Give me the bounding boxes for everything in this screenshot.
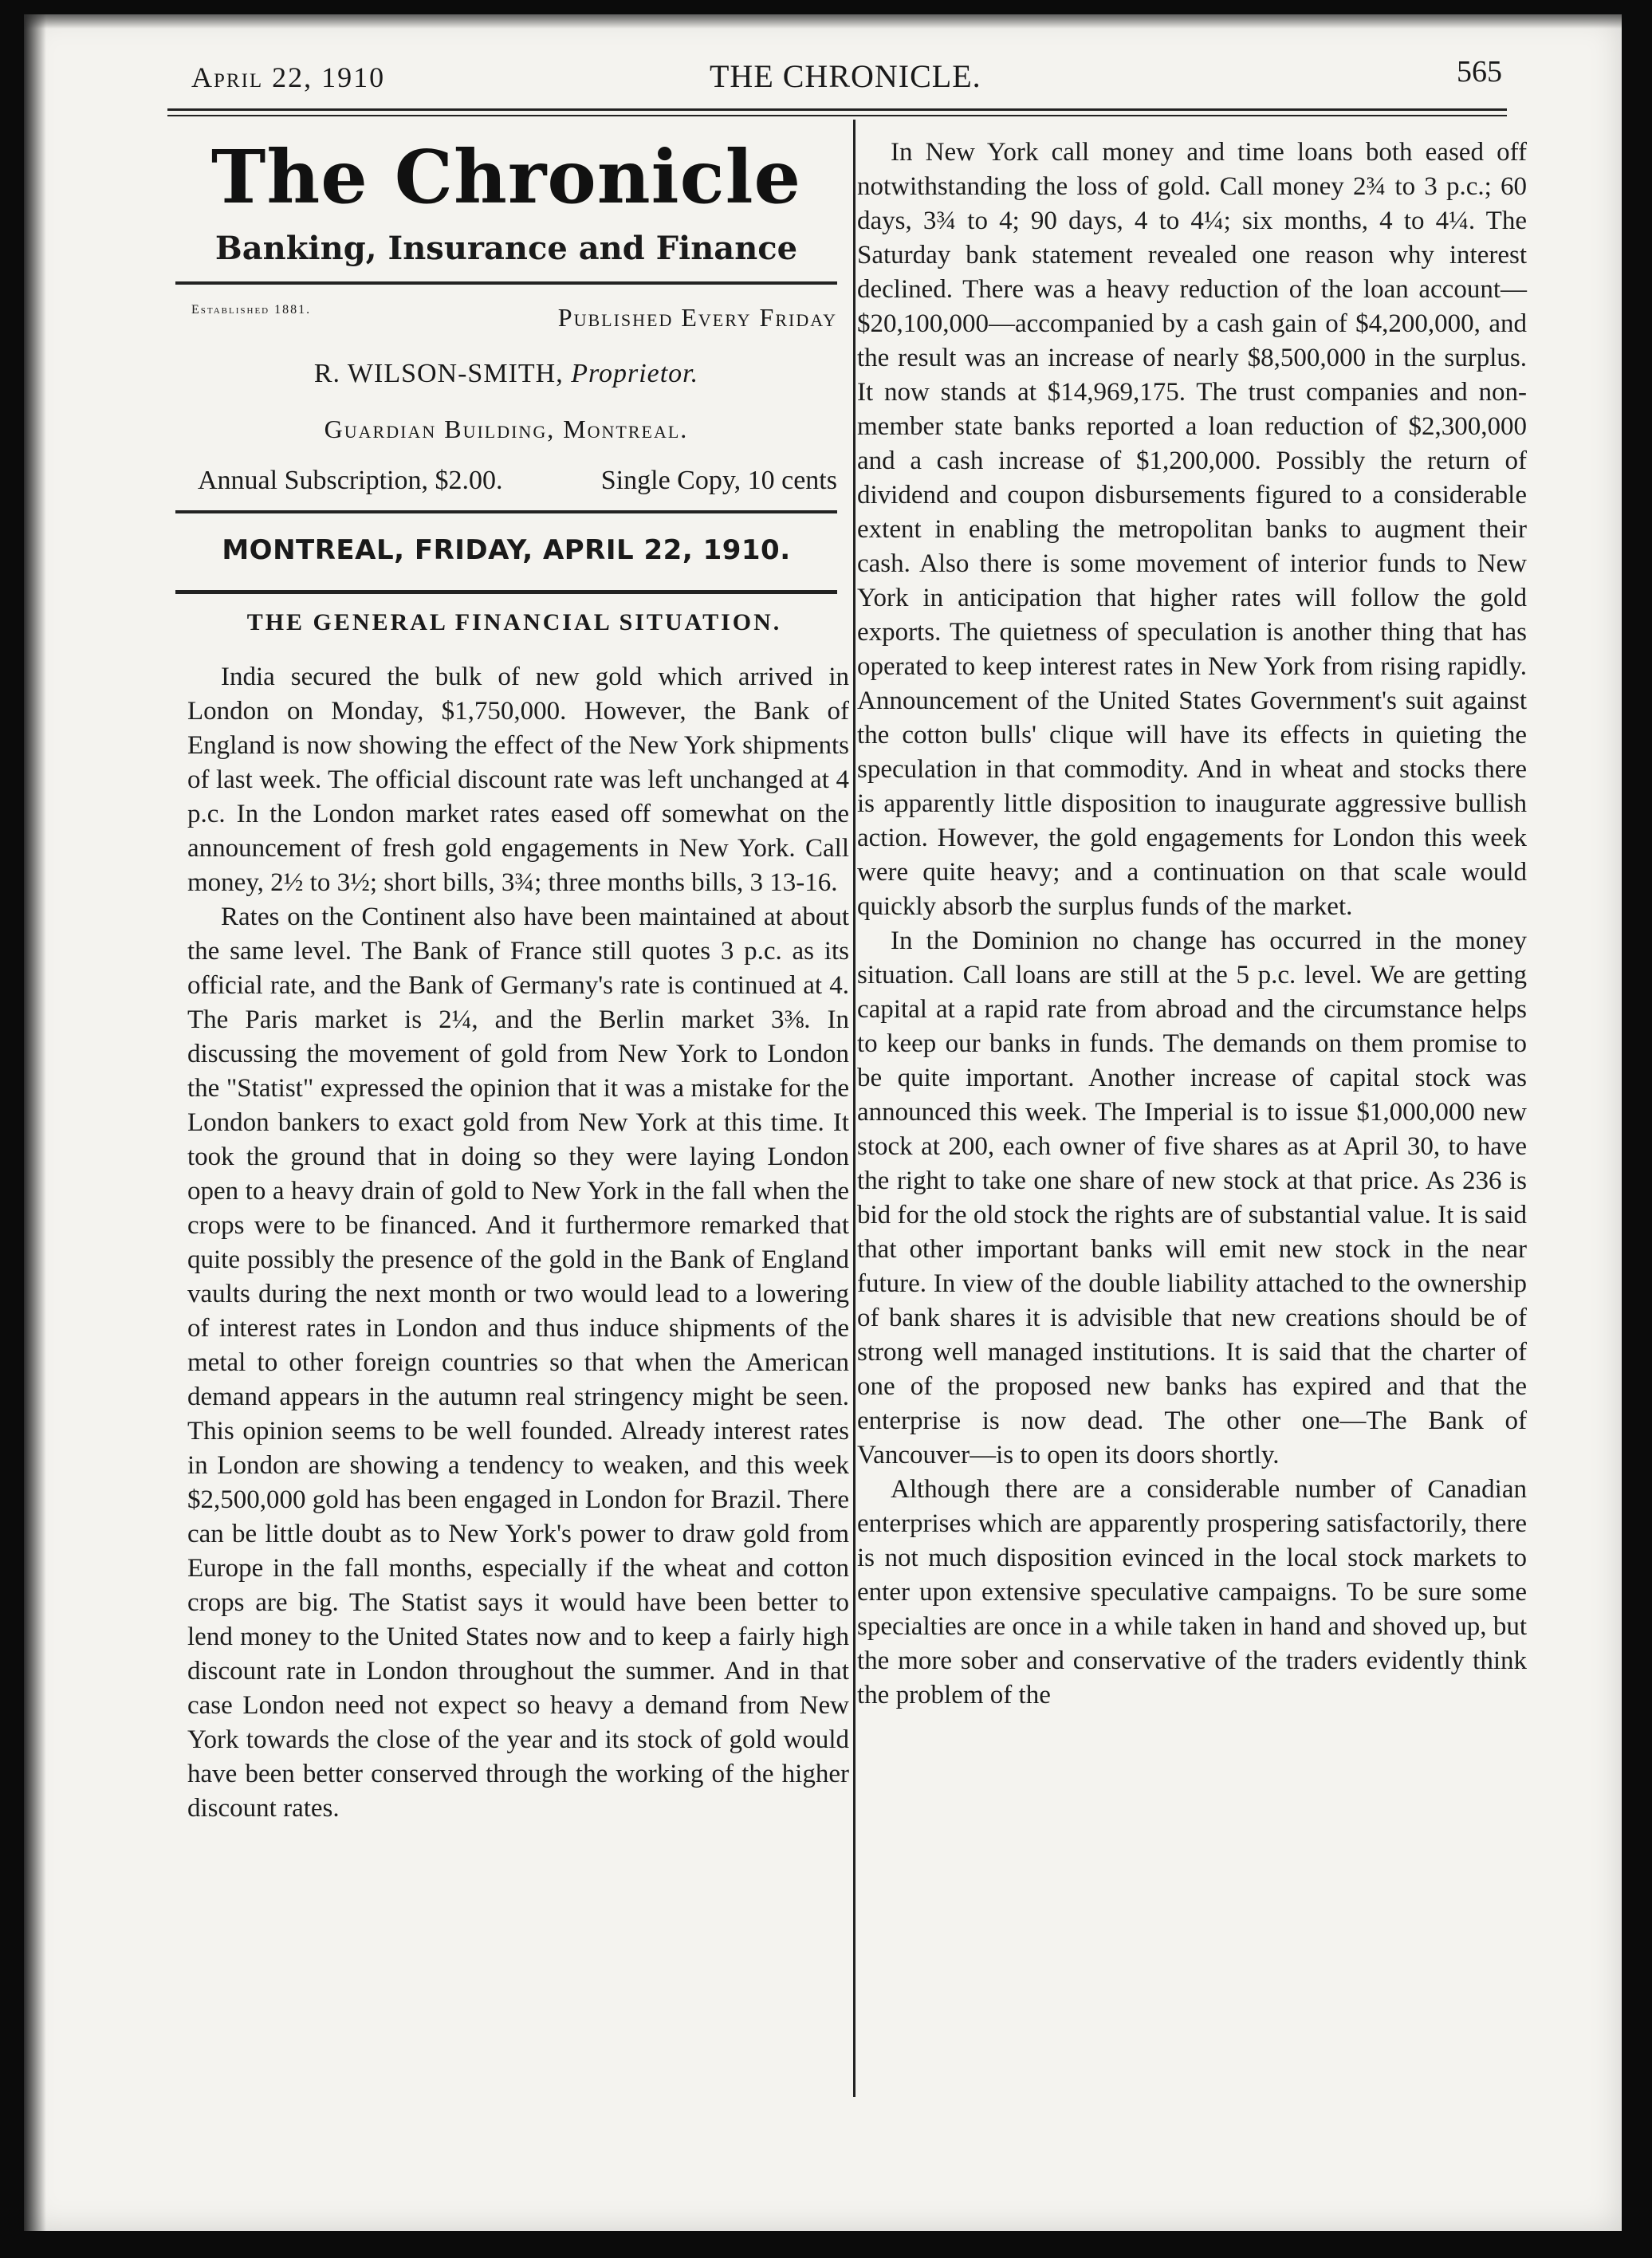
header-rule-bottom: [167, 115, 1507, 116]
masthead-subtitle: Banking, Insurance and Finance: [214, 230, 798, 267]
single-copy-price: Single Copy, 10 cents: [600, 466, 837, 495]
proprietor-name: R. WILSON-SMITH,: [313, 359, 564, 388]
column-divider: [853, 120, 856, 2097]
header-rule-top: [167, 108, 1507, 111]
paragraph: India secured the bulk of new gold which arrived in London on Monday, $1,750,000. However, the Bank of England is now showing the effect of the New York shipments of last week. The official discount rate was left unchanged at 4 p.c. In the London market rates eased off somewhat on the announcement of fresh gold engagements in New York. Call money, 2½ to 3½; short bills, 3¾; three months bills, 3 13-16.: [187, 663, 849, 897]
masthead-rule-3: [175, 590, 837, 594]
dateline: MONTREAL, FRIDAY, APRIL 22, 1910.: [222, 534, 791, 566]
article-column-right: [857, 136, 1527, 1713]
running-head: [191, 54, 1502, 102]
published-line: Published Every Friday: [557, 303, 837, 332]
page-top-shadow: [24, 14, 1622, 29]
paragraph: Although there are a considerable number of Canadian enterprises which are apparently prospering satisfactorily, there is not much disposition evinced in the local stock markets to enter upon extensive speculative campaigns. To be sure some specialties are once in a while taken in hand and shoved up, but the more sober and conservative of the traders evidently think the problem of the: [857, 1475, 1527, 1709]
article-column-left: [187, 660, 849, 1826]
page-binding-shadow: [24, 14, 46, 2231]
publication-title: THE CHRONICLE.: [710, 58, 981, 94]
annual-subscription: Annual Subscription, $2.00.: [198, 466, 503, 495]
masthead-rule-2: [175, 510, 837, 513]
masthead-rule-1: [175, 281, 837, 285]
proprietor-title: Proprietor.: [571, 359, 699, 388]
issue-date: April 22, 1910: [191, 61, 386, 93]
established-line: Established 1881.: [191, 303, 312, 317]
newspaper-page: [24, 14, 1622, 2231]
masthead: [175, 118, 837, 596]
paragraph: Rates on the Continent also have been maintained at about the same level. The Bank of France still quotes 3 p.c. as its official rate, and the Bank of Germany's rate is continued at 4. The Paris market is 2¼, and the Berlin market 3⅜. In discussing the movement of gold from New York to London the "Statist" expressed the opinion that it was a mistake for the London bankers to exact gold from New York at this time. It took the ground that in doing so they were laying London open to a heavy drain of gold to New York in the fall when the crops were to be financed. And it furthermore remarked that quite possibly the presence of the gold in the Bank of England vaults during the next month or two would lead to a lowering of interest rates in London and thus induce shipments of the metal to other foreign countries so that when the American demand appears in the autumn real stringency might be seen. This opinion seems to be well founded. Already interest rates in London are showing a tendency to weaken, and this week $2,500,000 gold has been engaged in London for Brazil. There can be little doubt as to New York's power to draw gold from Europe in the fall months, especially if the wheat and cotton crops are big. The Statist says it would have been better to lend money to the United States now and to keep a fairly high discount rate in London throughout the summer. And in that case London need not expect so heavy a demand from New York towards the close of the year and its stock of gold would have been better conserved through the working of the higher discount rates.: [187, 903, 849, 1823]
proprietor-line: [175, 359, 837, 389]
address-line: Guardian Building, Montreal.: [324, 415, 689, 443]
paragraph: In the Dominion no change has occurred in the money situation. Call loans are still at the 5 p.c. level. We are getting capital at a rapid rate from abroad and the circumstance helps to keep our banks in funds. The demands on them promise to be quite important. Another increase of capital stock was announced this week. The Imperial is to issue $1,000,000 new stock at 200, each owner of five shares as at April 30, to have the right to take one share of new stock at that price. As 236 is bid for the old stock the rights are of substantial value. It is said that other important banks will emit new stock in the near future. In view of the double liability attached to the ownership of bank shares it is advisible that new creations should be of strong well managed institutions. It is said that the charter of one of the proposed new banks has expired and that the enterprise is now dead. The other one—The Bank of Vancouver—is to open its doors shortly.: [857, 926, 1527, 1469]
paragraph: In New York call money and time loans both eased off notwithstanding the loss of gold. Call money 2¾ to 3 p.c.; 60 days, 3¾ to 4; 90 days, 4 to 4¼; six months, 4 to 4¼. The Saturday bank statement revealed one reason why interest declined. There was a heavy reduction of the loan account—$20,100,000—accompanied by a cash gain of $4,200,000, and the result was an increase of nearly $8,500,000 in the surplus. It now stands at $14,969,175. The trust companies and non-member state banks reported a loan reduction of $2,300,000 and a cash increase of $1,200,000. Possibly the return of dividend and coupon disbursements figured to a considerable extent in enabling the metropolitan banks to augment their cash. Also there is some movement of interior funds to New York in anticipation that higher rates will follow the gold exports. The quietness of speculation is another thing that has operated to keep interest rates in New York from rising rapidly. Announcement of the United States Government's suit against the cotton bulls' clique will have its effects in quieting the speculation in that commodity. And in wheat and stocks there is apparently little disposition to inaugurate aggressive bullish action. However, the gold engagements for London this week were quite heavy; and a continuation on that scale would quickly absorb the surplus funds of the market.: [857, 138, 1527, 921]
masthead-brand: The Chronicle: [210, 134, 802, 220]
article-headline: THE GENERAL FINANCIAL SITUATION.: [246, 609, 782, 635]
page-number: 565: [1457, 55, 1502, 89]
